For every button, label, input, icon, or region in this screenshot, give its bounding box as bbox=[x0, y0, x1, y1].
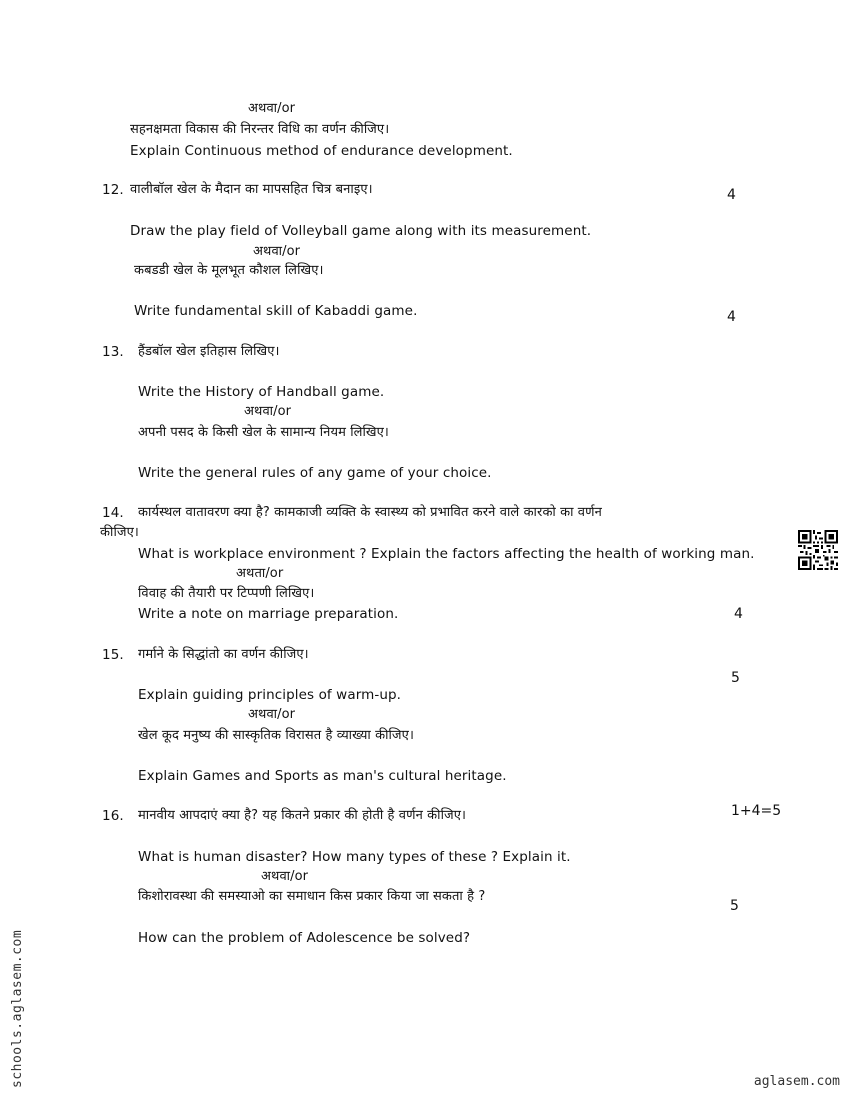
q16-number: 16. bbox=[102, 808, 124, 824]
or-separator-q16: अथवा/or bbox=[261, 869, 309, 884]
side-watermark: schools.aglasem.com bbox=[10, 929, 25, 1088]
q12-alt-marks: 4 bbox=[727, 309, 736, 325]
q16-hindi: मानवीय आपदाएं क्या है? यह कितने प्रकार की होती है वर्णन कीजिए। bbox=[138, 808, 467, 823]
q14-number: 14. bbox=[102, 505, 124, 521]
footer-watermark: aglasem.com bbox=[753, 1074, 840, 1089]
q12-alt-english: Write fundamental skill of Kabaddi game. bbox=[134, 303, 418, 319]
q11-alt-hindi: सहनक्षमता विकास की निरन्तर विधि का वर्णन कीजिए। bbox=[130, 122, 390, 137]
q12-alt-hindi: कबडडी खेल के मूलभूत कौशल लिखिए। bbox=[134, 263, 324, 278]
q15-alt-hindi: खेल कूद मनुष्य की सास्कृतिक विरासत है व्याख्या कीजिए। bbox=[138, 728, 414, 743]
q13-alt-hindi: अपनी पसद के किसी खेल के सामान्य नियम लिखिए। bbox=[138, 425, 389, 440]
q13-hindi: हैंडबॉल खेल इतिहास लिखिए। bbox=[138, 344, 280, 359]
q13-alt-english: Write the general rules of any game of your choice. bbox=[138, 465, 492, 481]
q14-alt-english: Write a note on marriage preparation. bbox=[138, 606, 399, 622]
q11-alt-english: Explain Continuous method of endurance development. bbox=[130, 143, 513, 159]
q14-alt-hindi: विवाह की तैयारी पर टिप्पणी लिखिए। bbox=[138, 586, 315, 601]
q14-marks: 4 bbox=[734, 606, 743, 622]
q16-alt-english: How can the problem of Adolescence be solved? bbox=[138, 930, 471, 946]
or-separator-q14: अथता/or bbox=[236, 566, 284, 581]
q12-hindi: वालीबॉल खेल के मैदान का मापसहित चित्र बनाइए। bbox=[130, 182, 373, 197]
or-separator-q12: अथवा/or bbox=[253, 244, 301, 259]
q15-english: Explain guiding principles of warm-up. bbox=[138, 687, 402, 703]
q14-english: What is workplace environment ? Explain the factors affecting the health of working man. bbox=[138, 546, 755, 562]
q15-marks: 5 bbox=[731, 670, 740, 686]
q15-hindi: गर्माने के सिद्धांतो का वर्णन कीजिए। bbox=[138, 647, 309, 662]
q14-hindi-line2: कीजिए। bbox=[100, 525, 139, 540]
q16-english: What is human disaster? How many types of these ? Explain it. bbox=[138, 849, 571, 865]
or-separator-q15: अथवा/or bbox=[248, 707, 296, 722]
q14-hindi-line1: कार्यस्थल वातावरण क्या है? कामकाजी व्यक्ति के स्वास्थ्य को प्रभावित करने वाले कारको का वर्णन bbox=[138, 505, 602, 520]
or-separator-q11: अथवा/or bbox=[248, 101, 296, 116]
q16-alt-hindi: किशोरावस्था की समस्याओ का समाधान किस प्रकार किया जा सकता है ? bbox=[138, 889, 486, 904]
q16-alt-marks: 5 bbox=[730, 898, 739, 914]
q12-english: Draw the play field of Volleyball game along with its measurement. bbox=[130, 223, 592, 239]
qr-code-icon bbox=[798, 530, 838, 570]
or-separator-q13: अथवा/or bbox=[244, 404, 292, 419]
q15-alt-english: Explain Games and Sports as man's cultural heritage. bbox=[138, 768, 507, 784]
q13-english: Write the History of Handball game. bbox=[138, 384, 385, 400]
q13-number: 13. bbox=[102, 344, 124, 360]
q12-number: 12. bbox=[102, 182, 124, 198]
q12-marks: 4 bbox=[727, 187, 736, 203]
q15-number: 15. bbox=[102, 647, 124, 663]
q16-marks: 1+4=5 bbox=[731, 803, 782, 819]
